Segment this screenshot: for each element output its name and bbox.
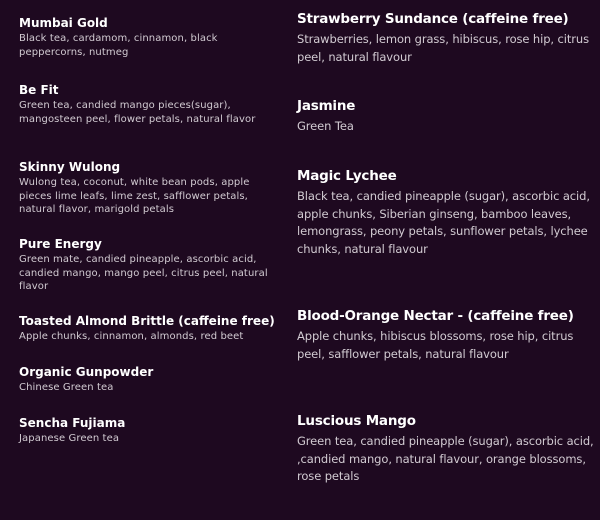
menu-item-description: Apple chunks, cinnamon, almonds, red beet <box>19 331 244 342</box>
menu-item-name: Mumbai Gold <box>19 16 108 30</box>
menu-item-name: Jasmine <box>297 98 356 114</box>
menu-item-description: Strawberries, lemon grass, hibiscus, rose hip, citrus peel, natural flavour <box>297 32 589 64</box>
menu-item-name: Pure Energy <box>19 237 102 251</box>
menu-item-description: Wulong tea, coconut, white bean pods, apple pieces lime leafs, lime zest, safflower petals, natural flavor, marigold petals <box>19 177 250 215</box>
menu-item-name: Blood-Orange Nectar - (caffeine free) <box>297 308 574 324</box>
menu-item-description: Green Tea <box>297 119 354 133</box>
menu-item-be-fit <box>19 82 281 126</box>
menu-item-name: Toasted Almond Brittle (caffeine free) <box>19 314 275 328</box>
menu-item-name: Skinny Wulong <box>19 160 121 174</box>
menu-item-description: Black tea, candied pineapple (sugar), ascorbic acid, apple chunks, Siberian ginseng, bamboo leaves, lemongrass, peony petals, sunflower petals, lychee chunks, natural flavour <box>297 189 590 256</box>
menu-item-name: Sencha Fujiama <box>19 416 126 430</box>
menu-item-pure-energy <box>19 236 281 294</box>
menu-item-description: Green mate, candied pineapple, ascorbic acid, candied mango, mango peel, citrus peel, natural flavor <box>19 254 268 292</box>
menu-item-name: Luscious Mango <box>297 413 416 429</box>
menu-item-jasmine <box>297 97 597 136</box>
menu-item-skinny-wulong <box>19 159 281 217</box>
menu-item-description: Green tea, candied pineapple (sugar), ascorbic acid, ,candied mango, natural flavour, orange blossoms, rose petals <box>297 434 594 483</box>
menu-item-magic-lychee <box>297 167 597 258</box>
menu-item-name: Magic Lychee <box>297 168 397 184</box>
menu-item-name: Strawberry Sundance (caffeine free) <box>297 11 569 27</box>
menu-item-mumbai-gold <box>19 15 281 59</box>
menu-item-organic-gunpowder <box>19 364 281 395</box>
menu-item-toasted-almond-brittle <box>19 313 281 344</box>
menu-item-strawberry-sundance <box>297 10 597 66</box>
menu-item-description: Chinese Green tea <box>19 382 114 393</box>
menu-item-description: Black tea, cardamom, cinnamon, black peppercorns, nutmeg <box>19 33 218 58</box>
menu-item-description: Apple chunks, hibiscus blossoms, rose hip, citrus peel, safflower petals, natural flavour <box>297 329 574 361</box>
menu-item-luscious-mango <box>297 412 597 486</box>
menu-item-description: Japanese Green tea <box>19 433 120 444</box>
menu-item-blood-orange-nectar <box>297 307 597 363</box>
menu-item-name: Be Fit <box>19 83 59 97</box>
menu-item-sencha-fujiama <box>19 415 281 446</box>
menu-item-description: Green tea, candied mango pieces(sugar), mangosteen peel, flower petals, natural flavor <box>19 100 256 125</box>
menu-item-name: Organic Gunpowder <box>19 365 154 379</box>
